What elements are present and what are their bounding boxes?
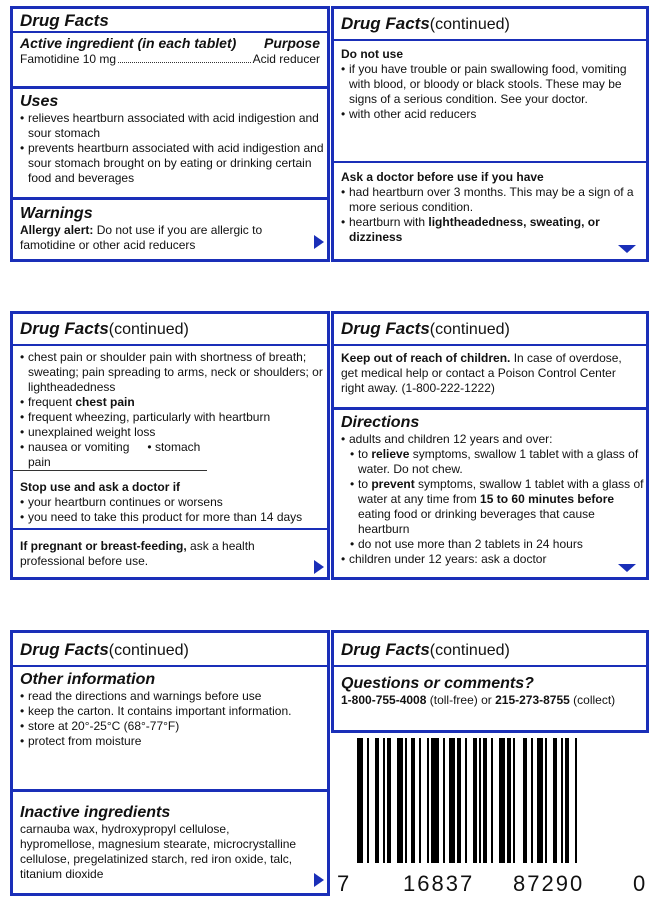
uses-heading: Uses [20, 93, 59, 110]
panel-title: Drug Facts(continued) [334, 9, 646, 41]
list-item: • keep the carton. It contains important information. [13, 704, 327, 719]
barcode-bar [419, 738, 421, 863]
list-item: • unexplained weight loss [13, 425, 327, 440]
list-item: • nausea or vomiting • stomach pain [13, 440, 207, 471]
ask-doctor-list [334, 185, 646, 245]
continue-arrow-icon [618, 564, 636, 572]
barcode-bar [357, 738, 363, 863]
barcode-bar [367, 738, 369, 863]
list-item: • with other acid reducers [334, 107, 646, 122]
barcode-bar [565, 738, 569, 863]
barcode-bar [553, 738, 557, 863]
barcode-bar [537, 738, 543, 863]
questions-heading: Questions or comments? [341, 675, 534, 692]
pregnancy-warning: If pregnant or breast-feeding, ask a health professional before use. [20, 539, 255, 568]
panel-title: Drug Facts(continued) [13, 314, 327, 346]
drug-facts-panel-6 [331, 630, 649, 733]
barcode-bar [449, 738, 455, 863]
barcode-group-2: 87290 [513, 871, 585, 896]
barcode-bar [457, 738, 461, 863]
panel-title: Drug Facts(continued) [13, 633, 327, 667]
drug-facts-panel-4 [331, 311, 649, 580]
barcode-bar [507, 738, 511, 863]
uses-list [13, 111, 327, 186]
purpose-heading: Purpose [263, 35, 320, 51]
active-ingredient-row: Famotidine 10 mg Acid reducer [20, 52, 320, 66]
list-item: • adults and children 12 years and over: [334, 432, 646, 447]
list-item: • do not use more than 2 tablets in 24 hours [334, 537, 646, 552]
symptom-list [13, 346, 327, 471]
continue-arrow-icon [618, 245, 636, 253]
barcode-bar [491, 738, 493, 863]
list-item: • frequent chest pain [13, 395, 327, 410]
barcode-bar [545, 738, 547, 863]
barcode-bar [575, 738, 577, 863]
drug-facts-panel-5 [10, 630, 330, 896]
list-item: • prevents heartburn associated with acid indigestion and sour stomach brought on by eating or drinking certain food and beverages [13, 141, 327, 186]
barcode-bar [483, 738, 487, 863]
list-item: • children under 12 years: ask a doctor [334, 552, 646, 567]
ask-doctor-heading: Ask a doctor before use if you have [341, 170, 544, 184]
other-information-heading: Other information [20, 671, 156, 688]
list-item: • if you have trouble or pain swallowing food, vomiting with blood, or bloody or black stools. These may be signs of a serious condition. See your doctor. [334, 62, 646, 107]
inactive-ingredients-text: carnauba wax, hydroxypropyl cellulose, hypromellose, magnesium stearate, microcrystalline cellulose, pregelatinized starch, red iron oxide, talc, titanium dioxide [20, 822, 297, 881]
continue-arrow-icon [314, 235, 324, 249]
warnings-heading: Warnings [20, 205, 93, 222]
barcode-bar [531, 738, 533, 863]
do-not-use-list [334, 62, 646, 122]
list-item: • read the directions and warnings before use [13, 689, 327, 704]
barcode-digit-left: 7 [337, 871, 352, 896]
barcode-bar [411, 738, 415, 863]
list-item: • you need to take this product for more than 14 days [13, 510, 327, 525]
drug-facts-panel-2 [331, 6, 649, 262]
list-item: • had heartburn over 3 months. This may be a sign of a more serious condition. [334, 185, 646, 215]
barcode-bar [405, 738, 407, 863]
list-item: • heartburn with lightheadedness, sweating, or dizziness [334, 215, 646, 245]
inactive-ingredients-heading: Inactive ingredients [20, 804, 171, 821]
list-item: • your heartburn continues or worsens [13, 495, 327, 510]
barcode-bar [443, 738, 445, 863]
barcode-bar [523, 738, 527, 863]
barcode-group-1: 16837 [403, 871, 475, 896]
directions-list [334, 432, 646, 567]
allergy-alert: Allergy alert: Do not use if you are allergic to famotidine or other acid reducers [20, 223, 263, 252]
active-ingredient-heading: Active ingredient (in each tablet) [20, 35, 237, 51]
list-item: • store at 20°-25°C (68°-77°F) [13, 719, 327, 734]
directions-heading: Directions [341, 414, 420, 431]
barcode-bar [561, 738, 563, 863]
panel-title: Drug Facts(continued) [334, 314, 646, 346]
barcode-bar [431, 738, 439, 863]
other-information-list [13, 689, 327, 749]
list-item: • chest pain or shoulder pain with shortness of breath; sweating; pain spreading to arms, neck or shoulders; or lightheadedness [13, 350, 327, 395]
list-item: • to prevent symptoms, swallow 1 tablet with a glass of water at any time from 15 to 60 minutes before eating food or drinking beverages that cause heartburn [334, 477, 646, 537]
contact-phone: 1-800-755-4008 (toll-free) or 215-273-8755 (collect) [341, 693, 616, 707]
barcode-bar [375, 738, 379, 863]
barcode-bar [499, 738, 505, 863]
barcode-bar [383, 738, 385, 863]
barcode-digit-right: 0 [633, 871, 648, 896]
barcode-bars [335, 738, 655, 863]
stop-use-heading: Stop use and ask a doctor if [20, 480, 181, 494]
continue-arrow-icon [314, 560, 324, 574]
drug-facts-panel-1 [10, 6, 330, 262]
continue-arrow-icon [314, 873, 324, 887]
barcode-bar [397, 738, 403, 863]
list-item: • protect from moisture [13, 734, 327, 749]
barcode-bar [427, 738, 429, 863]
list-item: • frequent wheezing, particularly with heartburn [13, 410, 327, 425]
barcode-bar [387, 738, 391, 863]
barcode-bar [479, 738, 481, 863]
barcode-bar [513, 738, 515, 863]
list-item: • to relieve symptoms, swallow 1 tablet with a glass of water. Do not chew. [334, 447, 646, 477]
barcode-bar [465, 738, 467, 863]
list-item: • relieves heartburn associated with acid indigestion and sour stomach [13, 111, 327, 141]
panel-title: Drug Facts(continued) [334, 633, 646, 667]
drug-facts-panel-3 [10, 311, 330, 580]
do-not-use-heading: Do not use [341, 47, 403, 61]
barcode-bar [473, 738, 477, 863]
upc-barcode [335, 738, 655, 898]
stop-use-list [13, 495, 327, 525]
panel-title: Drug Facts [13, 9, 327, 33]
keep-out-of-reach: Keep out of reach of children. In case of overdose, get medical help or contact a Poison Control Center right away. (1-800-222-1222) [341, 351, 622, 395]
